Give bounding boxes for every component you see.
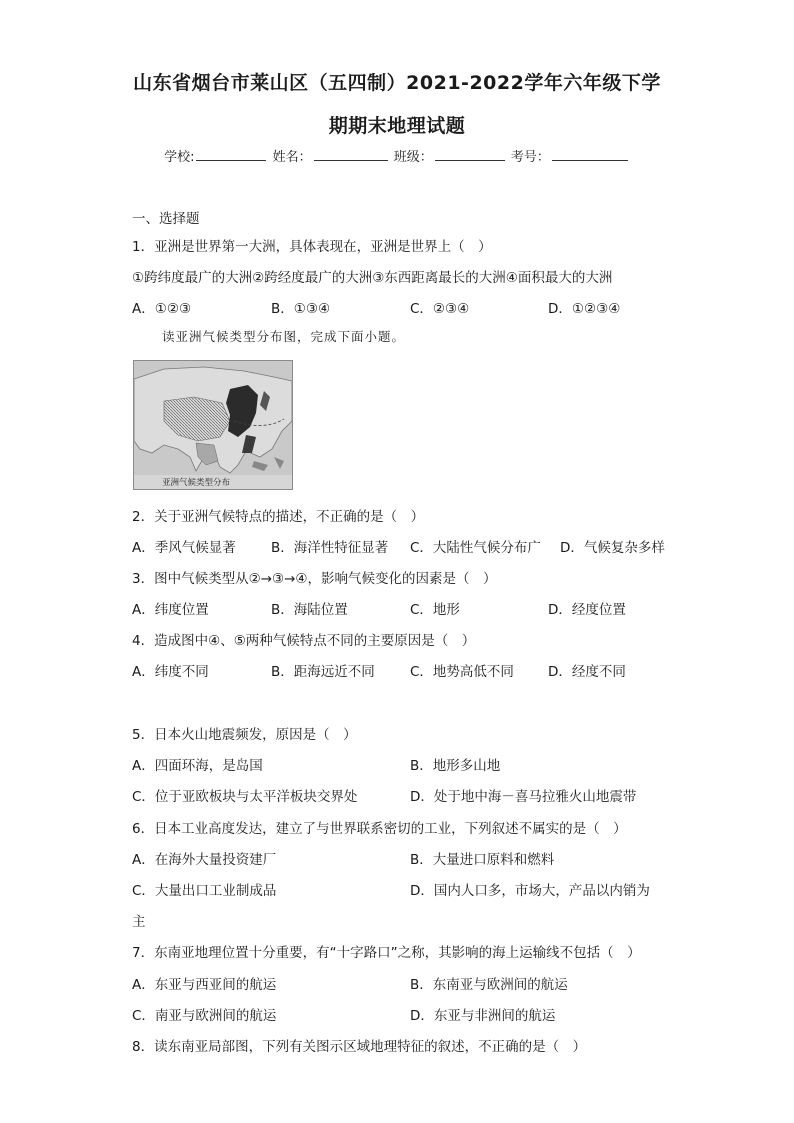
map-instruction: 读亚洲气候类型分布图，完成下面小题。 xyxy=(162,329,406,344)
q2-option-b[interactable]: B．海洋性特征显著 xyxy=(271,540,389,556)
q5-option-b[interactable]: B．地形多山地 xyxy=(410,758,501,774)
q3-option-b[interactable]: B．海陆位置 xyxy=(271,602,348,618)
q7-option-b[interactable]: B．东南亚与欧洲间的航运 xyxy=(410,977,568,993)
student-info-row xyxy=(0,146,794,165)
q3-option-d[interactable]: D．经度位置 xyxy=(548,602,626,618)
q2-option-a[interactable]: A．季风气候显著 xyxy=(132,540,236,556)
q8-stem: 8．读东南亚局部图，下列有关图示区域地理特征的叙述，不正确的是（ ） xyxy=(132,1039,587,1055)
q4-option-d[interactable]: D．经度不同 xyxy=(548,664,626,680)
q1-stem: 1．亚洲是世界第一大洲，具体表现在，亚洲是世界上（ ） xyxy=(132,239,492,255)
q3-option-a[interactable]: A．纬度位置 xyxy=(132,602,209,618)
q1-option-a[interactable]: A．①②③ xyxy=(132,301,192,317)
q4-option-b[interactable]: B．距海远近不同 xyxy=(271,664,375,680)
asia-climate-map xyxy=(133,360,293,490)
q2-option-c[interactable]: C．大陆性气候分布广 xyxy=(410,540,541,556)
asia-climate-map-graphic xyxy=(134,361,292,489)
exam-number-label: 考号： xyxy=(510,150,550,165)
q1-option-c[interactable]: C．②③④ xyxy=(410,301,470,317)
q7-option-a[interactable]: A．东亚与西亚间的航运 xyxy=(132,977,277,993)
q5-option-d[interactable]: D．处于地中海－喜马拉雅火山地震带 xyxy=(410,789,637,805)
name-label: 姓名： xyxy=(272,150,312,165)
q6-option-d[interactable]: D．国内人口多，市场大，产品以内销为 xyxy=(410,883,650,899)
q4-stem: 4．造成图中④、⑤两种气候特点不同的主要原因是（ ） xyxy=(132,633,476,649)
q6-option-b[interactable]: B．大量进口原料和燃料 xyxy=(410,852,555,868)
q4-option-a[interactable]: A．纬度不同 xyxy=(132,664,209,680)
section-heading: 一、选择题 xyxy=(132,211,200,227)
school-label: 学校: xyxy=(164,150,195,165)
q7-option-c[interactable]: C．南亚与欧洲间的航运 xyxy=(132,1008,277,1024)
q3-option-c[interactable]: C．地形 xyxy=(410,602,460,618)
q6-option-a[interactable]: A．在海外大量投资建厂 xyxy=(132,852,277,868)
school-blank[interactable] xyxy=(196,148,266,161)
exam-number-blank[interactable] xyxy=(552,148,628,161)
q3-stem: 3．图中气候类型从②→③→④，影响气候变化的因素是（ ） xyxy=(132,571,497,587)
q1-option-d[interactable]: D．①②③④ xyxy=(548,301,621,317)
q2-stem: 2．关于亚洲气候特点的描述，不正确的是（ ） xyxy=(132,509,425,525)
q1-option-b[interactable]: B．①③④ xyxy=(271,301,331,317)
name-blank[interactable] xyxy=(314,148,388,161)
class-label: 班级： xyxy=(393,150,433,165)
map-caption: 亚洲气候类型分布 xyxy=(162,478,231,488)
q1-statements: ①跨纬度最广的大洲②跨经度最广的大洲③东西距离最长的大洲④面积最大的大洲 xyxy=(132,270,613,286)
q7-option-d[interactable]: D．东亚与非洲间的航运 xyxy=(410,1008,556,1024)
q6-option-d-wrap: 主 xyxy=(132,914,146,930)
exam-title-line2: 期期末地理试题 xyxy=(328,115,466,137)
q5-option-c[interactable]: C．位于亚欧板块与太平洋板块交界处 xyxy=(132,789,358,805)
q7-stem: 7．东南亚地理位置十分重要，有“十字路口”之称，其影响的海上运输线不包括（ ） xyxy=(132,945,641,961)
q5-stem: 5．日本火山地震频发，原因是（ ） xyxy=(132,727,357,743)
q4-option-c[interactable]: C．地势高低不同 xyxy=(410,664,514,680)
q5-option-a[interactable]: A．四面环海，是岛国 xyxy=(132,758,263,774)
class-blank[interactable] xyxy=(435,148,505,161)
q6-option-c[interactable]: C．大量出口工业制成品 xyxy=(132,883,277,899)
exam-title-line1: 山东省烟台市莱山区（五四制）2021-2022学年六年级下学 xyxy=(133,72,661,94)
q2-option-d[interactable]: D．气候复杂多样 xyxy=(560,540,665,556)
q6-stem: 6．日本工业高度发达，建立了与世界联系密切的工业，下列叙述不属实的是（ ） xyxy=(132,821,627,837)
